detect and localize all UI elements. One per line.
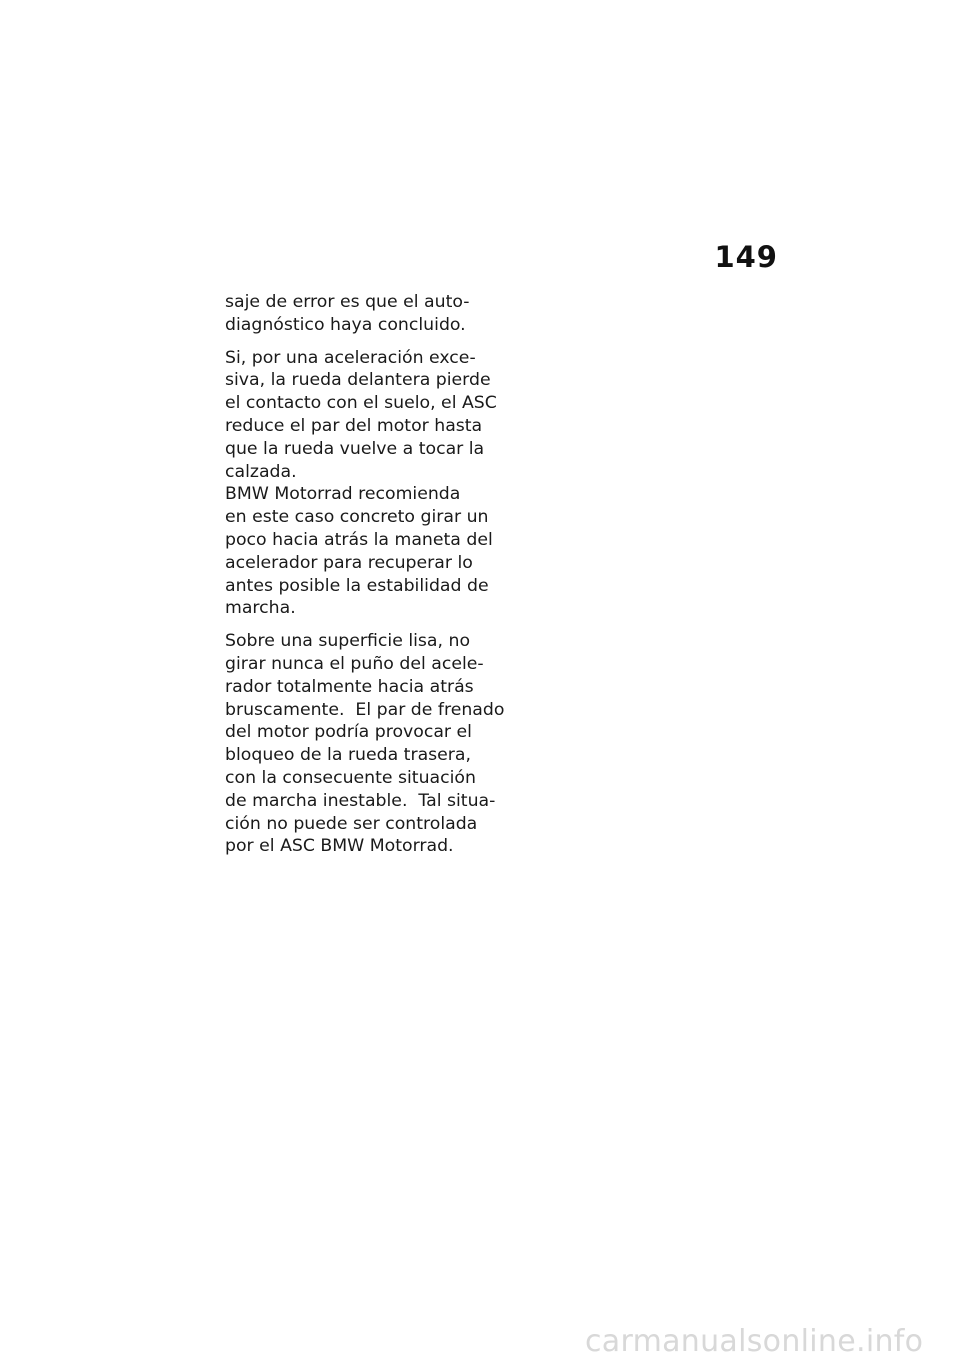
text-line: rador totalmente hacia atrás bbox=[225, 676, 474, 697]
watermark: carmanualsonline.info bbox=[585, 1324, 924, 1359]
text-line: que la rueda vuelve a tocar la bbox=[225, 438, 485, 459]
page-number: 149 bbox=[714, 240, 778, 274]
text-line: calzada. bbox=[225, 461, 297, 482]
paragraph-asc-wheel-lift bbox=[225, 347, 525, 484]
text-line: bruscamente. El par de frenado bbox=[225, 699, 505, 720]
paragraph-warning-slippery-surface bbox=[225, 630, 525, 858]
text-line: saje de error es que el auto- bbox=[225, 292, 470, 312]
paragraph-self-diagnosis bbox=[225, 291, 525, 337]
text-line: poco hacia atrás la maneta del bbox=[225, 529, 493, 550]
text-line: el contacto con el suelo, el ASC bbox=[225, 393, 497, 414]
text-line: bloqueo de la rueda trasera, bbox=[225, 745, 471, 766]
text-line: antes posible la estabilidad de bbox=[225, 575, 489, 596]
text-line: con la consecuente situación bbox=[225, 767, 476, 788]
text-line: marcha. bbox=[225, 598, 296, 619]
text-line: por el ASC BMW Motorrad. bbox=[225, 836, 454, 857]
text-line: reduce el par del motor hasta bbox=[225, 415, 483, 436]
text-line: diagnóstico haya concluido. bbox=[225, 314, 466, 335]
paragraph-recommendation bbox=[225, 483, 525, 620]
text-line: Sobre una superficie lisa, no bbox=[225, 631, 471, 652]
text-line: del motor podría provocar el bbox=[225, 722, 472, 743]
text-column bbox=[225, 291, 525, 858]
text-line: acelerador para recuperar lo bbox=[225, 552, 473, 573]
text-line: en este caso concreto girar un bbox=[225, 507, 489, 528]
text-line: siva, la rueda delantera pierde bbox=[225, 370, 491, 391]
text-line: girar nunca el puño del acele- bbox=[225, 653, 484, 674]
text-line: de marcha inestable. Tal situa- bbox=[225, 790, 496, 811]
text-line: BMW Motorrad recomienda bbox=[225, 484, 461, 505]
text-line: Si, por una aceleración exce- bbox=[225, 347, 476, 368]
text-line: ción no puede ser controlada bbox=[225, 813, 478, 834]
